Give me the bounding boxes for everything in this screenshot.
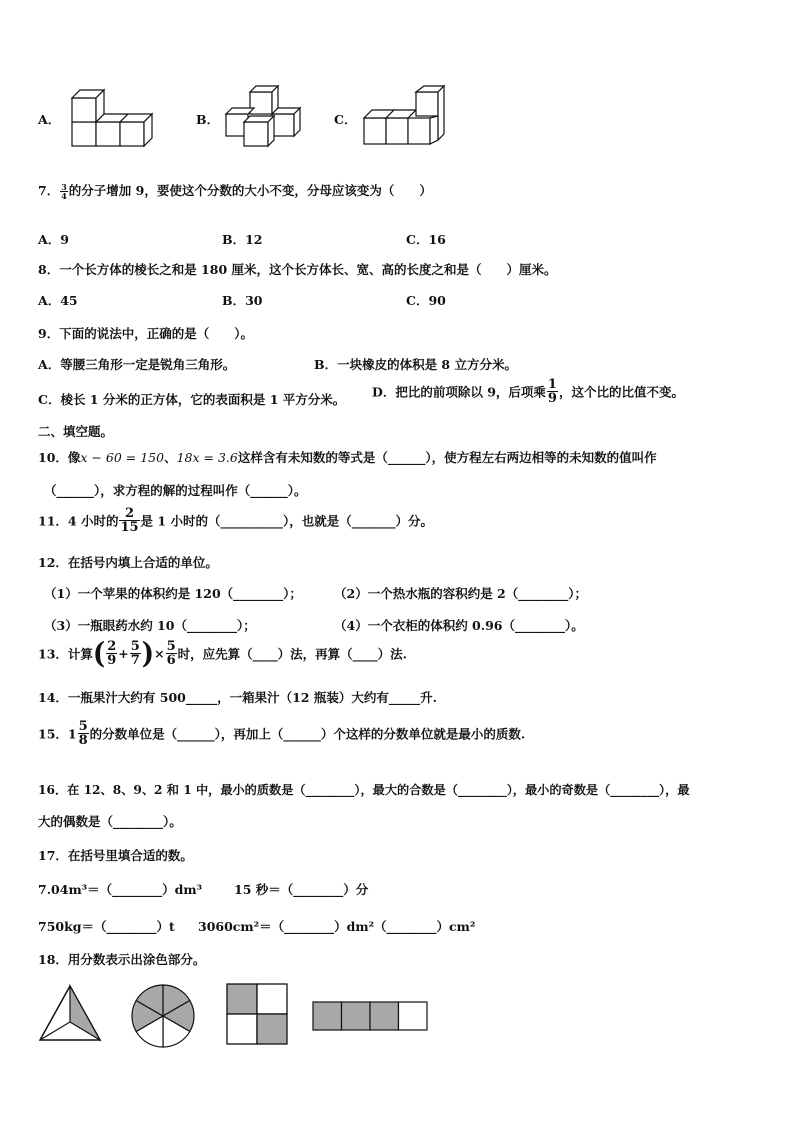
option-d-text-end: ，这个比的比值不变。 bbox=[558, 384, 684, 400]
question-16: 16．在 12、8、9、2 和 1 中，最小的质数是（________），最大的合数是（________），最小的奇数是（________），最 bbox=[38, 783, 690, 797]
question-12: 12．在括号内填上合适的单位。 bbox=[38, 555, 218, 570]
q12-item-4: （4）一个衣柜的体积约 0.96（________）。 bbox=[334, 618, 584, 633]
fraction-two-fifteenths bbox=[119, 507, 139, 534]
fraction-five-eighths bbox=[78, 720, 89, 747]
option-c-label: C． bbox=[334, 112, 357, 127]
question-8: 8．一个长方体的棱长之和是 180 厘米，这个长方体长、宽、高的长度之和是（ ）厘米。 bbox=[38, 262, 557, 277]
q17-item-4: 3060cm²＝（________）dm²（________）cm² bbox=[198, 919, 476, 934]
question-text: 10．像 bbox=[38, 450, 81, 465]
q7-option-a: A．9 bbox=[38, 232, 69, 247]
question-number: 7． bbox=[38, 183, 60, 198]
question-text-end: 时，应先算（____）法，再算（____）法. bbox=[177, 646, 407, 662]
q9-option-b: B．一块橡皮的体积是 8 立方分米。 bbox=[314, 357, 517, 372]
question-text-end: 是 1 小时的（__________），也就是（_______）分。 bbox=[140, 513, 433, 529]
cube-figure-b bbox=[224, 84, 306, 150]
q17-item-2: 15 秒＝（________）分 bbox=[234, 882, 369, 897]
fraction-two-ninths bbox=[106, 640, 117, 667]
q8-option-c: C．90 bbox=[406, 293, 446, 308]
option-d-text: D．把比的前项除以 9，后项乘 bbox=[372, 384, 546, 400]
denominator: 8 bbox=[78, 733, 88, 748]
fraction-five-sevenths bbox=[130, 640, 141, 667]
question-13 bbox=[38, 637, 407, 670]
numerator: 2 bbox=[107, 639, 117, 654]
question-10 bbox=[38, 448, 657, 466]
q7-option-b: B．12 bbox=[222, 232, 263, 247]
q9-option-c: C．棱长 1 分米的正方体，它的表面积是 1 平方分米。 bbox=[38, 392, 346, 407]
shaded-circle-figure bbox=[130, 983, 196, 1049]
shaded-bar-figure bbox=[312, 1001, 428, 1031]
q12-item-3: （3）一瓶眼药水约 10（________）； bbox=[44, 618, 256, 633]
denominator: 9 bbox=[547, 391, 557, 406]
question-text: 这样含有未知数的等式是（______），使方程左右两边相等的未知数的值叫作 bbox=[237, 450, 657, 465]
equation-1: x − 60 = 150 bbox=[80, 450, 165, 465]
question-16-line-2: 大的偶数是（________）。 bbox=[38, 814, 182, 829]
question-7 bbox=[38, 181, 432, 200]
numerator: 5 bbox=[130, 639, 140, 654]
question-10-line-2: （______），求方程的解的过程叫作（______）。 bbox=[44, 483, 307, 498]
cube-figure-c bbox=[362, 84, 448, 148]
q9-option-a: A．等腰三角形一定是锐角三角形。 bbox=[38, 357, 236, 372]
option-a-label: A． bbox=[38, 112, 61, 127]
q17-item-3: 750kg＝（________）t bbox=[38, 919, 175, 934]
numerator: 5 bbox=[78, 719, 88, 734]
plus-sign: + bbox=[118, 646, 129, 661]
question-text: 13．计算 bbox=[38, 646, 93, 662]
denominator: 7 bbox=[130, 653, 140, 668]
question-18: 18．用分数表示出涂色部分。 bbox=[38, 952, 206, 967]
q8-option-b: B．30 bbox=[222, 293, 263, 308]
separator: 、 bbox=[164, 450, 177, 465]
q8-option-a: A．45 bbox=[38, 293, 78, 308]
question-9: 9．下面的说法中，正确的是（ ）。 bbox=[38, 326, 253, 341]
times-sign: × bbox=[154, 646, 165, 661]
fraction-one-ninth bbox=[547, 378, 558, 405]
equation-2: 18x = 3.6 bbox=[176, 450, 238, 465]
question-15 bbox=[38, 720, 525, 747]
denominator: 4 bbox=[61, 191, 67, 201]
q12-item-1: （1）一个苹果的体积约是 120（________）； bbox=[44, 586, 302, 601]
numerator: 3 bbox=[61, 182, 67, 192]
denominator: 15 bbox=[120, 520, 139, 535]
denominator: 9 bbox=[107, 653, 117, 668]
shaded-triangle-figure bbox=[38, 984, 104, 1044]
right-paren: ) bbox=[141, 637, 155, 670]
q12-item-2: （2）一个热水瓶的容积约是 2（________）； bbox=[334, 586, 587, 601]
cube-figure-a bbox=[70, 88, 162, 148]
question-14: 14．一瓶果汁大约有 500_____，一箱果汁（12 瓶装）大约有_____升. bbox=[38, 690, 437, 705]
shaded-square-figure bbox=[226, 983, 288, 1045]
question-text-end: 的分数单位是（______），再加上（______）个这样的分数单位就是最小的质数. bbox=[89, 726, 526, 742]
q17-item-1: 7.04m³＝（________）dm³ bbox=[38, 882, 203, 897]
fraction-three-quarters bbox=[60, 183, 68, 200]
numerator: 5 bbox=[166, 639, 176, 654]
option-b-label: B． bbox=[196, 112, 220, 127]
denominator: 6 bbox=[166, 653, 176, 668]
fraction-five-sixths bbox=[166, 640, 177, 667]
question-17: 17．在括号里填合适的数。 bbox=[38, 848, 193, 863]
question-11 bbox=[38, 507, 433, 534]
left-paren: ( bbox=[92, 637, 106, 670]
question-text: 11．4 小时的 bbox=[38, 513, 119, 529]
question-text: 15．1 bbox=[38, 726, 77, 742]
numerator: 2 bbox=[119, 507, 139, 521]
q9-option-d bbox=[372, 378, 684, 405]
numerator: 1 bbox=[547, 377, 557, 392]
q7-option-c: C．16 bbox=[406, 232, 446, 247]
section-heading: 二、填空题。 bbox=[38, 424, 114, 439]
question-text: 的分子增加 9，要使这个分数的大小不变，分母应该变为（ ） bbox=[68, 183, 432, 198]
